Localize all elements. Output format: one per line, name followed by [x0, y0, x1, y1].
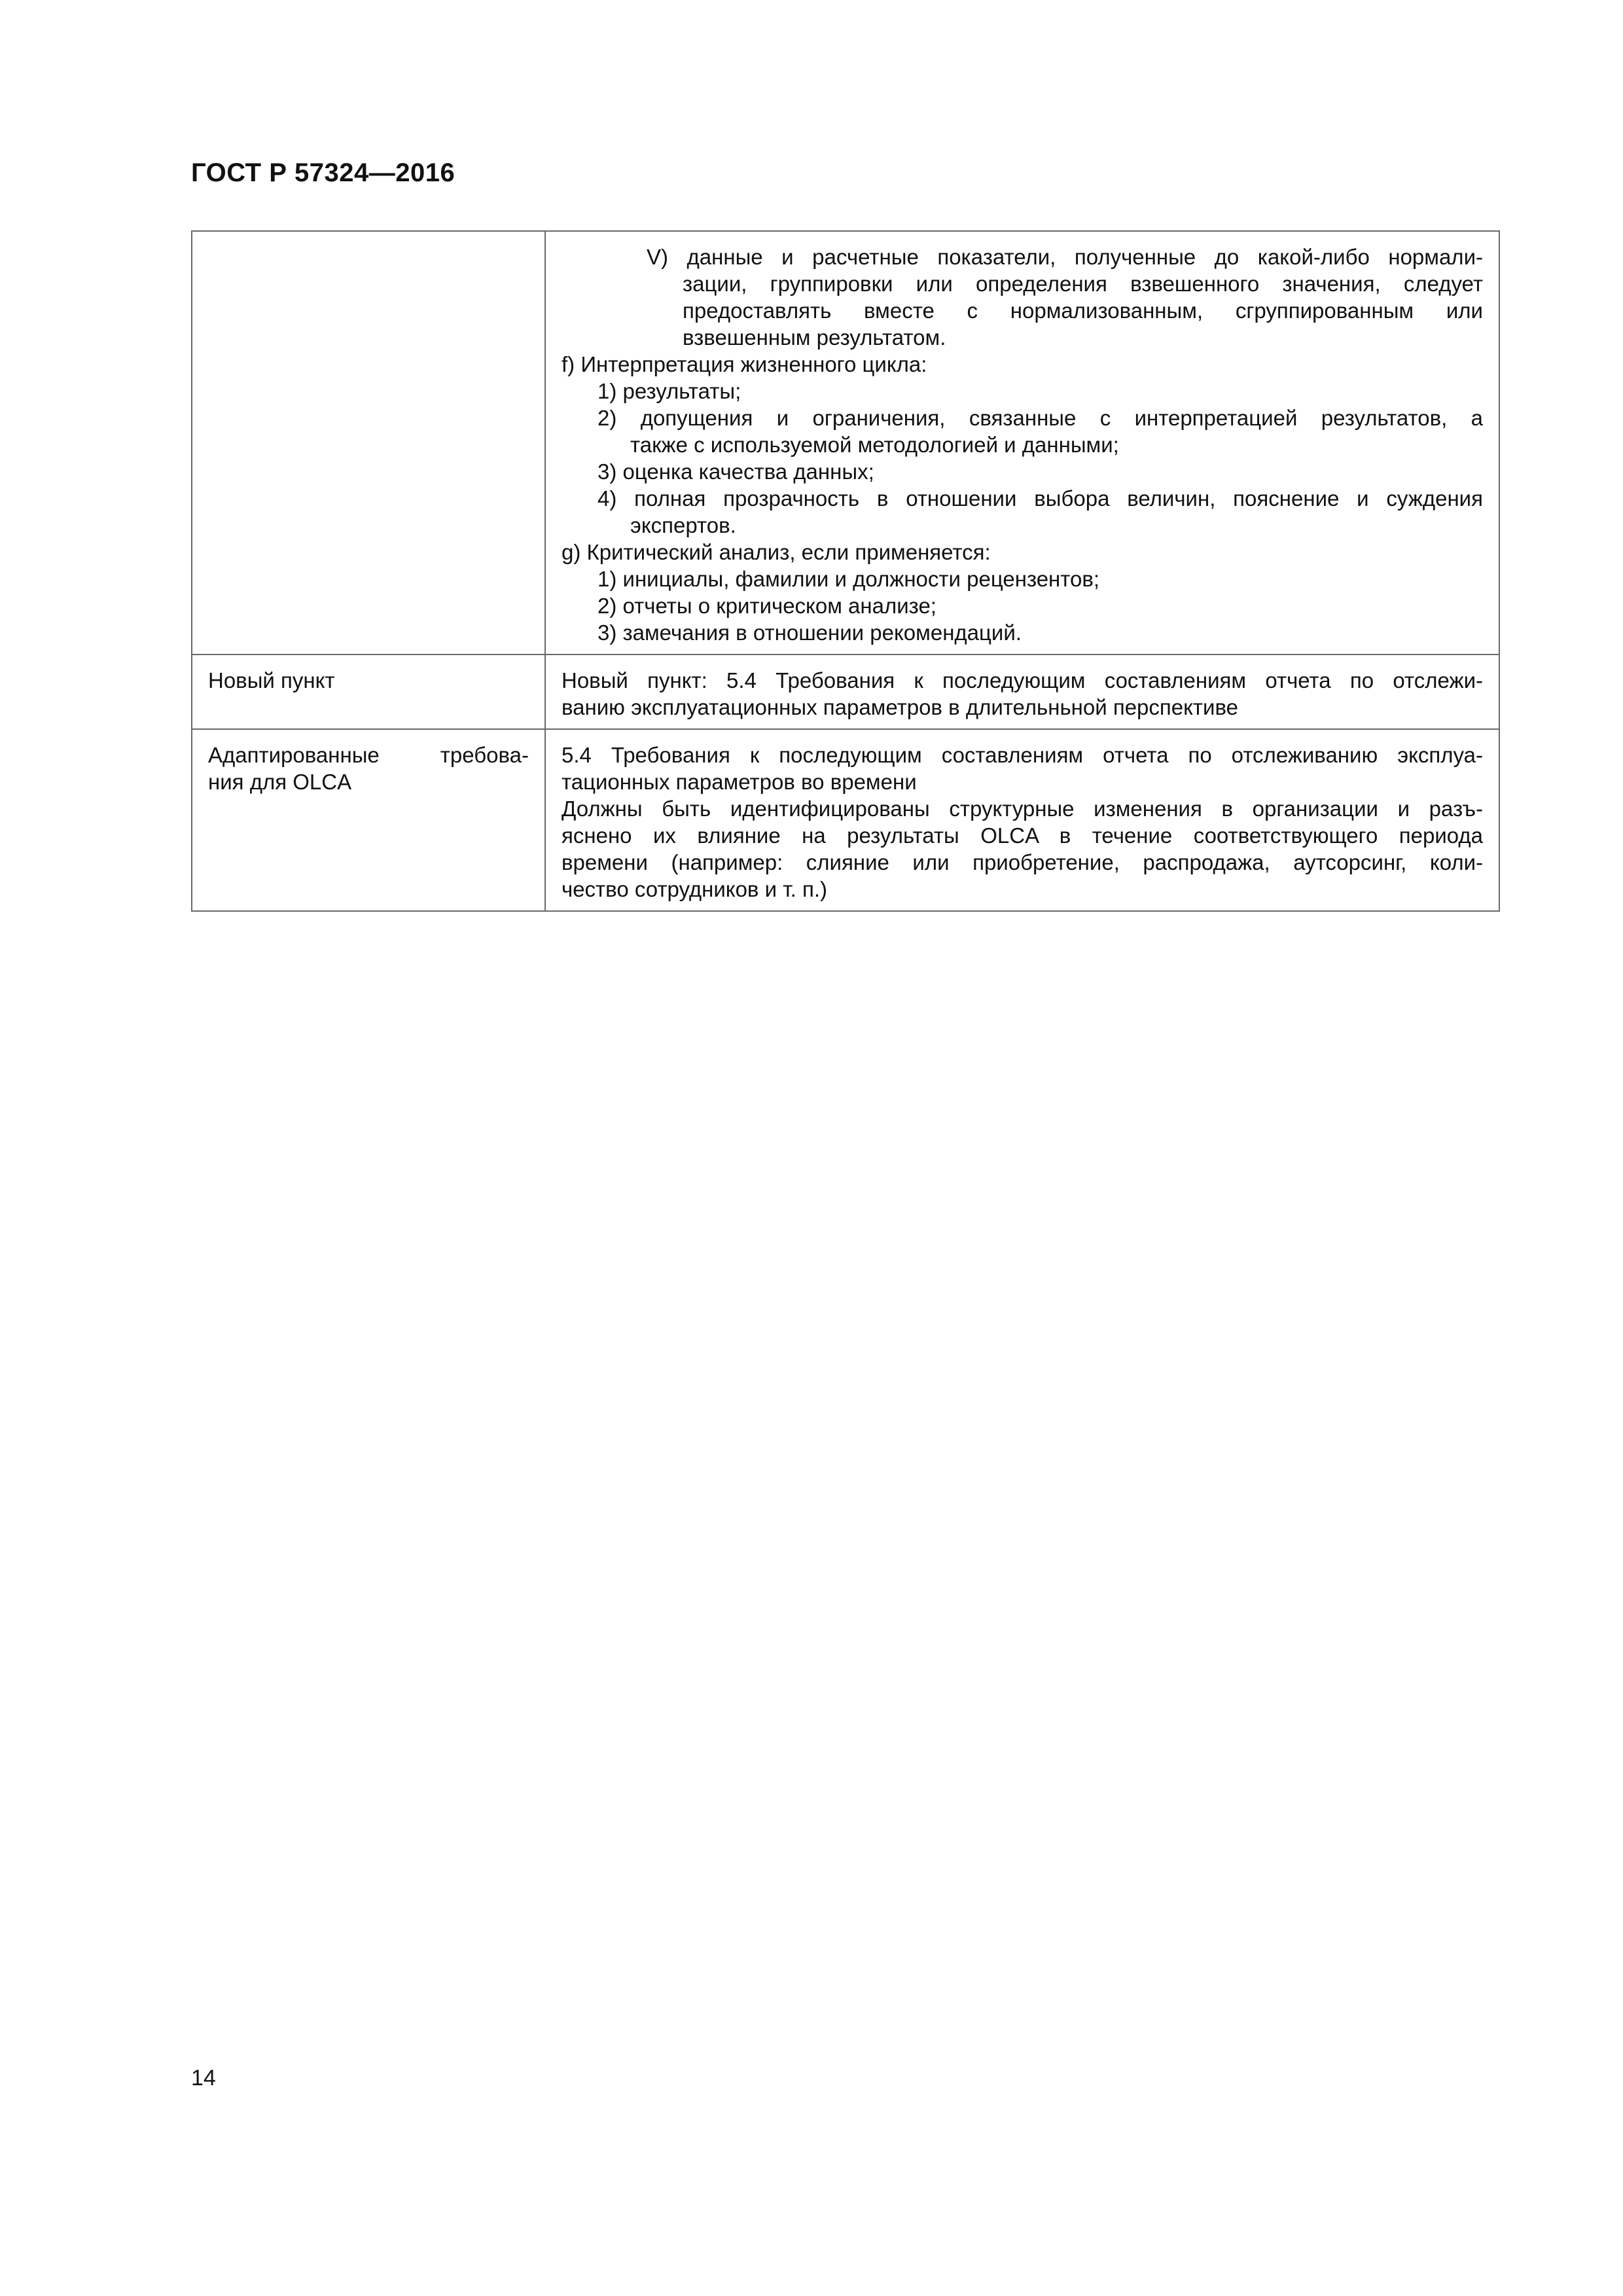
list-item-v-continuation: взвешенным результатом.: [683, 325, 946, 350]
table-cell-left: Новый пункт: [192, 655, 545, 729]
list-item: 4) полная прозрачность в отношении выбора величин, пояснение и суждения: [597, 486, 1483, 511]
paragraph-line: Адаптированные требова-: [208, 743, 529, 767]
comparison-table: [191, 230, 1500, 912]
table-cell-left: [192, 231, 545, 655]
list-item: 3) замечания в отношении рекомендаций.: [597, 620, 1022, 645]
paragraph-line: времени (например: слияние или приобретение, распродажа, аутсорсинг, коли-: [562, 850, 1483, 874]
list-item: 1) инициалы, фамилии и должности рецензентов;: [597, 567, 1100, 591]
paragraph-line: Новый пункт: 5.4 Требования к последующим составлениям отчета по отслежи-: [562, 668, 1483, 692]
table-row: [192, 231, 1499, 655]
paragraph-line: 5.4 Требования к последующим составлениям отчета по отслеживанию эксплуа-: [562, 743, 1483, 767]
page-number: 14: [191, 2066, 216, 2090]
section-g-heading: g) Критический анализ, если применяется:: [562, 540, 991, 564]
list-item: 3) оценка качества данных;: [597, 459, 874, 484]
list-item-v-continuation: предоставлять вместе с нормализованным, сгруппированным или: [683, 298, 1483, 323]
paragraph-line: тационных параметров во времени: [562, 770, 917, 794]
table-cell-left: [192, 729, 545, 911]
list-item-v-continuation: зации, группировки или определения взвешенного значения, следует: [683, 272, 1483, 296]
paragraph-line: чество сотрудников и т. п.): [562, 877, 828, 901]
table-row: [192, 655, 1499, 729]
list-item-v: V) данные и расчетные показатели, полученные до какой-либо нормали-: [647, 245, 1483, 269]
paragraph-line: яснено их влияние на результаты OLCA в течение соответствующего периода: [562, 823, 1483, 848]
paragraph-line: ния для OLCA: [208, 770, 352, 794]
table-row: [192, 729, 1499, 911]
list-item: 2) допущения и ограничения, связанные с интерпретацией результатов, а: [597, 406, 1483, 430]
list-item-continuation: экспертов.: [630, 513, 736, 537]
list-item: 1) результаты;: [597, 379, 741, 403]
list-item-continuation: также с используемой методологией и данными;: [630, 433, 1119, 457]
table-cell-right: [545, 729, 1499, 911]
list-item: 2) отчеты о критическом анализе;: [597, 594, 936, 618]
section-f-heading: f) Интерпретация жизненного цикла:: [562, 352, 927, 376]
paragraph-line: ванию эксплуатационных параметров в длительньной перспективе: [562, 695, 1238, 719]
table-cell-right: [545, 655, 1499, 729]
paragraph-line: Должны быть идентифицированы структурные изменения в организации и разъ-: [562, 797, 1483, 821]
document-code-header: ГОСТ Р 57324—2016: [191, 158, 455, 187]
table-cell-right: [545, 231, 1499, 655]
